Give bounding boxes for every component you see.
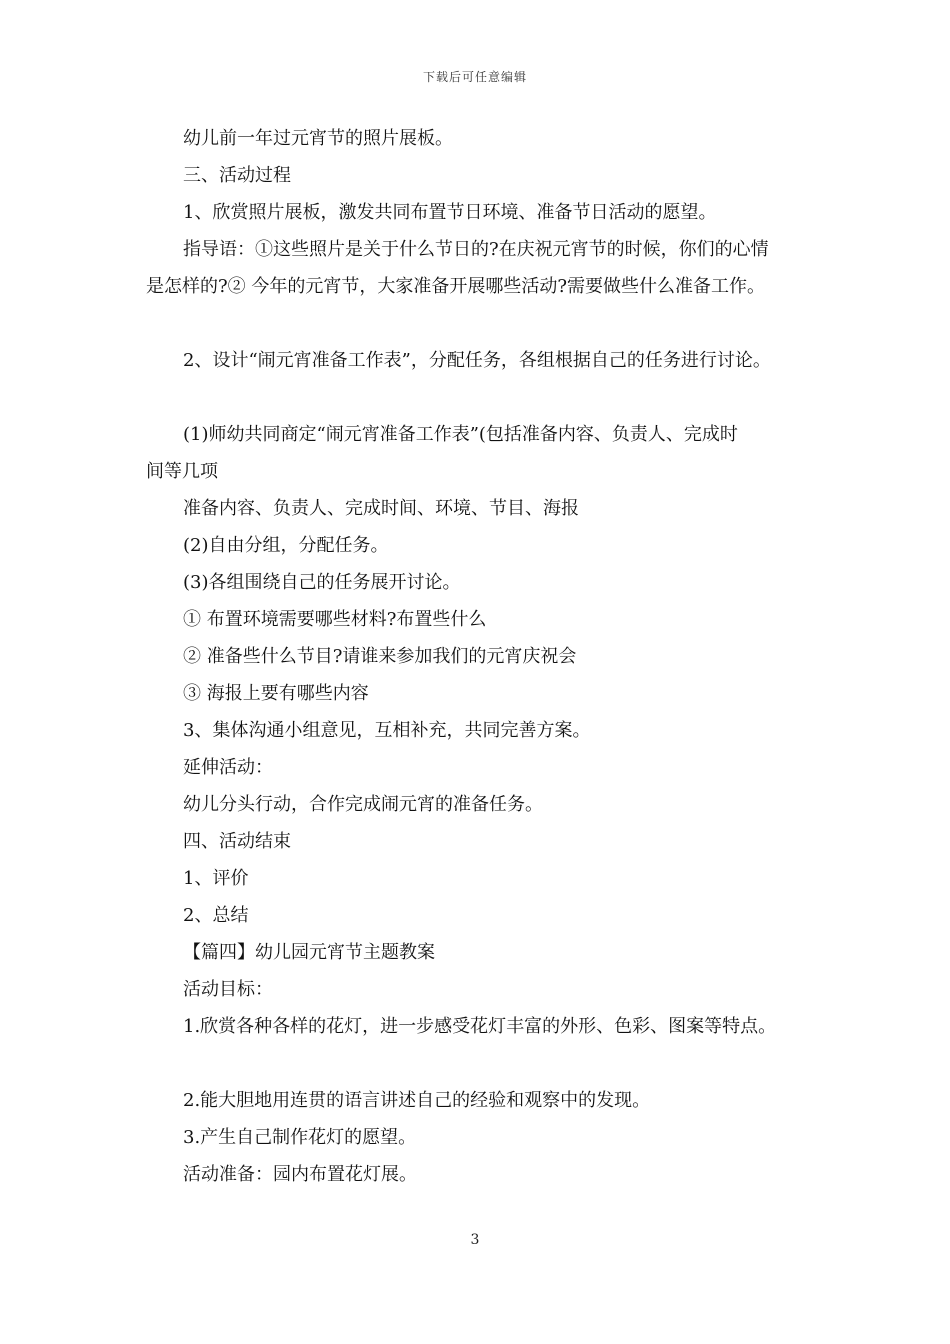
paragraph-line: 1、欣赏照片展板，激发共同布置节日环境、准备节日活动的愿望。 [183,202,717,223]
document-body [146,120,826,1193]
section-heading: 三、活动过程 [183,165,291,186]
paragraph-line: 1.欣赏各种各样的花灯，进一步感受花灯丰富的外形、色彩、图案等特点。 [183,1016,777,1037]
paragraph-line: 幼儿分头行动，合作完成闹元宵的准备任务。 [183,794,543,815]
paragraph-line: 1、评价 [183,868,249,889]
paragraph-line: 幼儿前一年过元宵节的照片展板。 [183,128,453,149]
paragraph-line: 准备内容、负责人、完成时间、环境、节目、海报 [183,498,579,519]
paragraph-line: 间等几项 [146,461,218,482]
paragraph-line: ② 准备些什么节目?请谁来参加我们的元宵庆祝会 [183,646,577,667]
paragraph-line: 3.产生自己制作花灯的愿望。 [183,1127,417,1148]
paragraph-line: 指导语：①这些照片是关于什么节日的?在庆祝元宵节的时候，你们的心情 [183,239,769,260]
paragraph-line: 活动目标： [183,979,273,1000]
paragraph-line: 2.能大胆地用连贯的语言讲述自己的经验和观察中的发现。 [183,1090,651,1111]
paragraph-line: 是怎样的?② 今年的元宵节，大家准备开展哪些活动?需要做些什么准备工作。 [146,276,766,297]
paragraph-line: ① 布置环境需要哪些材料?布置些什么 [183,609,487,630]
section-heading: 四、活动结束 [183,831,291,852]
paragraph-line: (1)师幼共同商定“闹元宵准备工作表”(包括准备内容、负责人、完成时 [183,424,738,445]
paragraph-line: 2、设计“闹元宵准备工作表”，分配任务，各组根据自己的任务进行讨论。 [183,350,771,371]
section-heading: 【篇四】幼儿园元宵节主题教案 [183,942,435,963]
paragraph-line: 延伸活动： [183,757,273,778]
header-note: 下载后可任意编辑 [422,70,527,84]
paragraph-line: 活动准备：园内布置花灯展。 [183,1164,417,1185]
paragraph-line: 2、总结 [183,905,249,926]
paragraph-line: (3)各组围绕自己的任务展开讨论。 [183,572,461,593]
paragraph-line: 3、集体沟通小组意见，互相补充，共同完善方案。 [183,720,591,741]
paragraph-line: ③ 海报上要有哪些内容 [183,683,369,704]
page-number: 3 [470,1232,480,1248]
paragraph-line: (2)自由分组，分配任务。 [183,535,389,556]
